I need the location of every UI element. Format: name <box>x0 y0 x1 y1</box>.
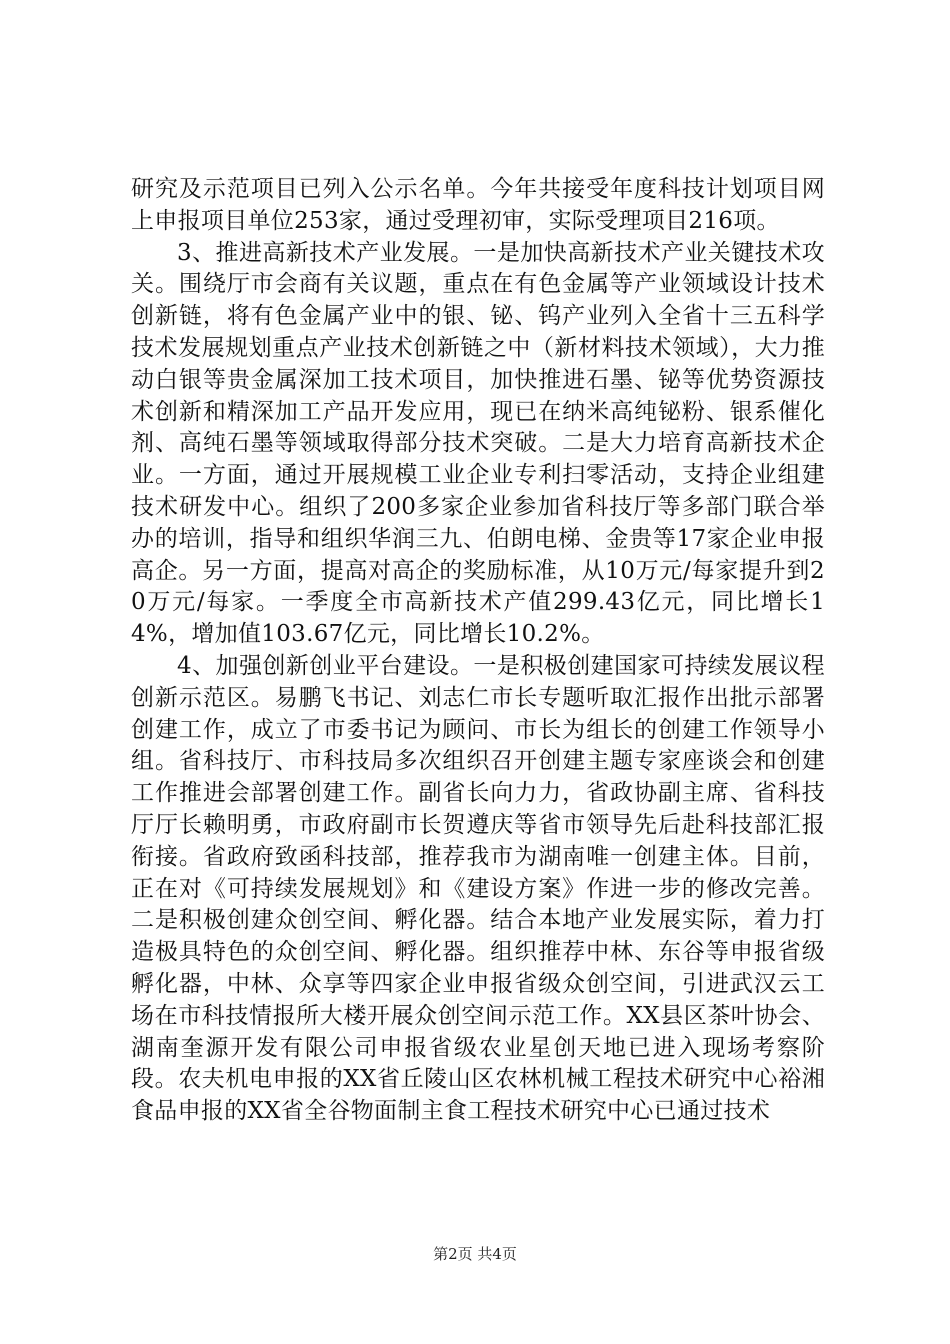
paragraph-innovation-platform: 4、加强创新创业平台建设。一是积极创建国家可持续发展议程创新示范区。易鹏飞书记、刘志仁市长专题听取汇报作出批示部署创建工作，成立了市委书记为顾问、市长为组长的创建工作领导小组。省科技厅、市科技局多次组织召开创建主题专家座谈会和创建工作推进会部署创建工作。副省长向力力，省政协副主席、省科技厅厅长赖明勇，市政府副市长贺遵庆等省市领导先后赴科技部汇报衔接。省政府致函科技部，推荐我市为湖南唯一创建主体。目前，正在对《可持续发展规划》和《建设方案》作进一步的修改完善。二是积极创建众创空间、孵化器。结合本地产业发展实际，着力打造极具特色的众创空间、孵化器。组织推荐中林、东谷等申报省级孵化器，中林、众享等四家企业申报省级众创空间，引进武汉云工场在市科技情报所大楼开展众创空间示范工作。XX县区茶叶协会、湖南奎源开发有限公司申报省级农业星创天地已进入现场考察阶段。农夫机电申报的XX省丘陵山区农林机械工程技术研究中心裕湘食品申报的XX省全谷物面制主食工程技术研究中心已通过技术 <box>131 652 825 1125</box>
page-footer <box>0 1244 950 1264</box>
page-number-label: 第2页 共4页 <box>433 1245 517 1263</box>
paragraph-continuation: 研究及示范项目已列入公示名单。今年共接受年度科技计划项目网上申报项目单位253家，通过受理初审，实际受理项目216项。 <box>131 176 825 234</box>
body-text <box>131 174 825 1128</box>
paragraph-high-tech-industry: 3、推进高新技术产业发展。一是加快高新技术产业关键技术攻关。围绕厅市会商有关议题，重点在有色金属等产业领域设计技术创新链，将有色金属产业中的银、铋、钨产业列入全省十三五科学技术发展规划重点产业技术创新链之中（新材料技术领域），大力推动白银等贵金属深加工技术项目，加快推进石墨、铋等优势资源技术创新和精深加工产品开发应用，现已在纳米高纯铋粉、银系催化剂、高纯石墨等领域取得部分技术突破。二是大力培育高新技术企业。一方面，通过开展规模工业企业专利扫零活动，支持企业组建技术研发中心。组织了200多家企业参加省科技厅等多部门联合举办的培训，指导和组织华润三九、伯朗电梯、金贵等17家企业申报高企。另一方面，提高对高企的奖励标准，从10万元/每家提升到20万元/每家。一季度全市高新技术产值299.43亿元，同比增长14%，增加值103.67亿元，同比增长10.2%。 <box>131 239 825 648</box>
